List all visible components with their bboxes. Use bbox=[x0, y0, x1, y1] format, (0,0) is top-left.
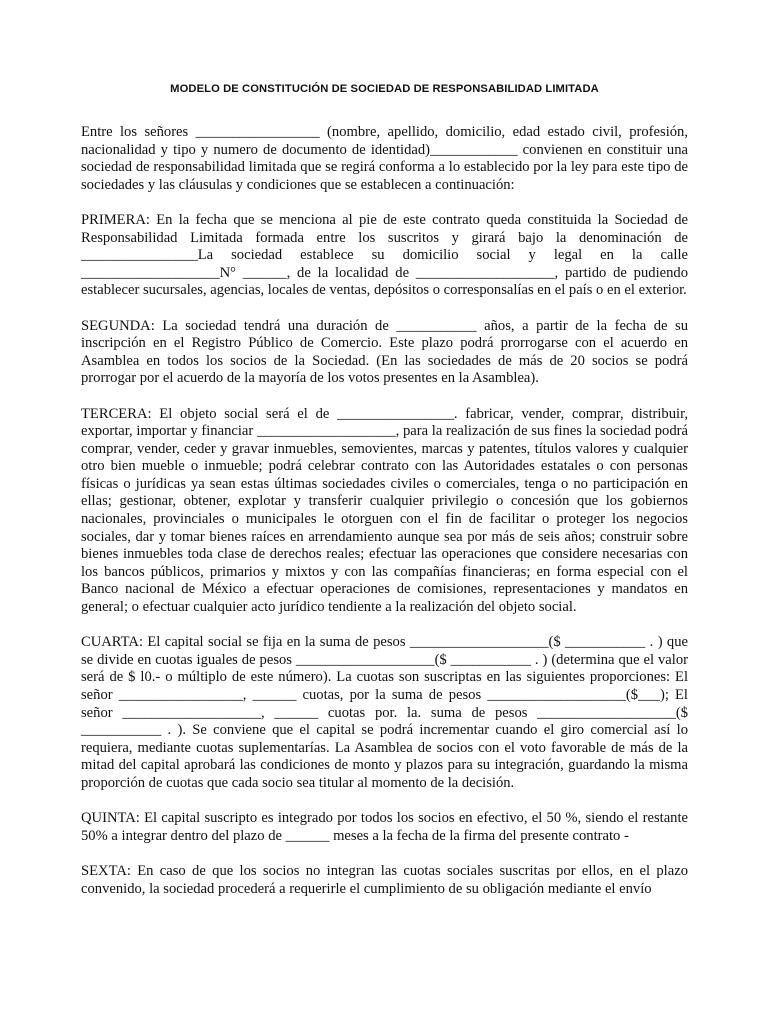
document-title: MODELO DE CONSTITUCIÓN DE SOCIEDAD DE RESPONSABILIDAD LIMITADA bbox=[170, 83, 599, 95]
clause-quinta: QUINTA: El capital suscripto es integrado por todos los socios en efectivo, el 50 %, siendo el restante 50% a integrar dentro del plazo de ______ meses a la fecha de la firma del presente contrato - bbox=[81, 810, 688, 844]
clause-cuarta: CUARTA: El capital social se fija en la suma de pesos ___________________($ ___________ . ) que se divide en cuotas iguales de pesos ___________________($ ___________ . ) (determina que el valor será de $ l0.- o múltiplo de este número). La cuotas son suscriptas en las siguientes proporciones: El señor _________________, ______ cuotas, por la suma de pesos ___________________($___); El señor ___________________, ______ cuotas por. la. suma de pesos ___________________($ ___________ . ). Se conviene que el capital se podrá incrementar cuando el giro comercial así lo requiera, mediante cuotas suplementarías. La Asamblea de socios con el voto favorable de más de la mitad del capital aprobará las condiciones de monto y plazos para su integración, guardando la misma proporción de cuotas que cada socio sea titular al momento de la decisión. bbox=[81, 634, 688, 791]
paragraph-intro: Entre los señores _________________ (nombre, apellido, domicilio, edad estado civil, profesión, nacionalidad y tipo y numero de documento de identidad)____________ convienen en constituir una sociedad de responsabilidad limitada que se regirá conforma a lo establecido por la ley para este tipo de sociedades y las cláusulas y condiciones que se establecen a continuación: bbox=[81, 124, 688, 193]
clause-tercera: TERCERA: El objeto social será el de ________________. fabricar, vender, comprar, distribuir, exportar, importar y financiar ___________________, para la realización de sus fines la sociedad podrá comprar, vender, ceder y gravar inmuebles, semovientes, marcas y patentes, títulos valores y cualquier otro bien mueble o inmueble; podrá celebrar contrato con las Autoridades estatales o con personas físicas o jurídicas ya sean estas últimas sociedades civiles o comerciales, tenga o no participación en ellas; gestionar, obtener, explotar y transferir cualquier privilegio o concesión que los gobiernos nacionales, provinciales o municipales le otorguen con el fin de facilitar o proteger los negocios sociales, dar y tomar bienes raíces en arrendamiento aunque sea por más de seis años; construir sobre bienes inmuebles toda clase de derechos reales; efectuar las operaciones que considere necesarias con los bancos públicos, primarios y mixtos y con las compañías financieras; en forma especial con el Banco nacional de México a efectuar operaciones de comisiones, representaciones y mandatos en general; o efectuar cualquier acto jurídico tendiente a la realización del objeto social. bbox=[81, 405, 688, 616]
clause-primera: PRIMERA: En la fecha que se menciona al pie de este contrato queda constituida la Sociedad de Responsabilidad Limitada formada entre los suscritos y girará bajo la denominación de ________________La sociedad establece su domicilio social y legal en la calle ___________________N° ______, de la localidad de ___________________, partido de pudiendo establecer sucursales, agencias, locales de ventas, depósitos o corresponsalías en el país o en el exterior. bbox=[81, 211, 688, 299]
clause-sexta: SEXTA: En caso de que los socios no integran las cuotas sociales suscritas por ellos, en el plazo convenido, la sociedad procederá a requerirle el cumplimiento de su obligación mediante el envío bbox=[81, 862, 688, 897]
document-body bbox=[81, 124, 688, 916]
clause-segunda: SEGUNDA: La sociedad tendrá una duración de ___________ años, a partir de la fecha de su inscripción en el Registro Público de Comercio. Este plazo podrá prorrogarse con el acuerdo en Asamblea en todos los socios de la Sociedad. (En las sociedades de más de 20 socios se podrá prorrogar por el acuerdo de la mayoría de los votos presentes en la Asamblea). bbox=[81, 317, 688, 387]
